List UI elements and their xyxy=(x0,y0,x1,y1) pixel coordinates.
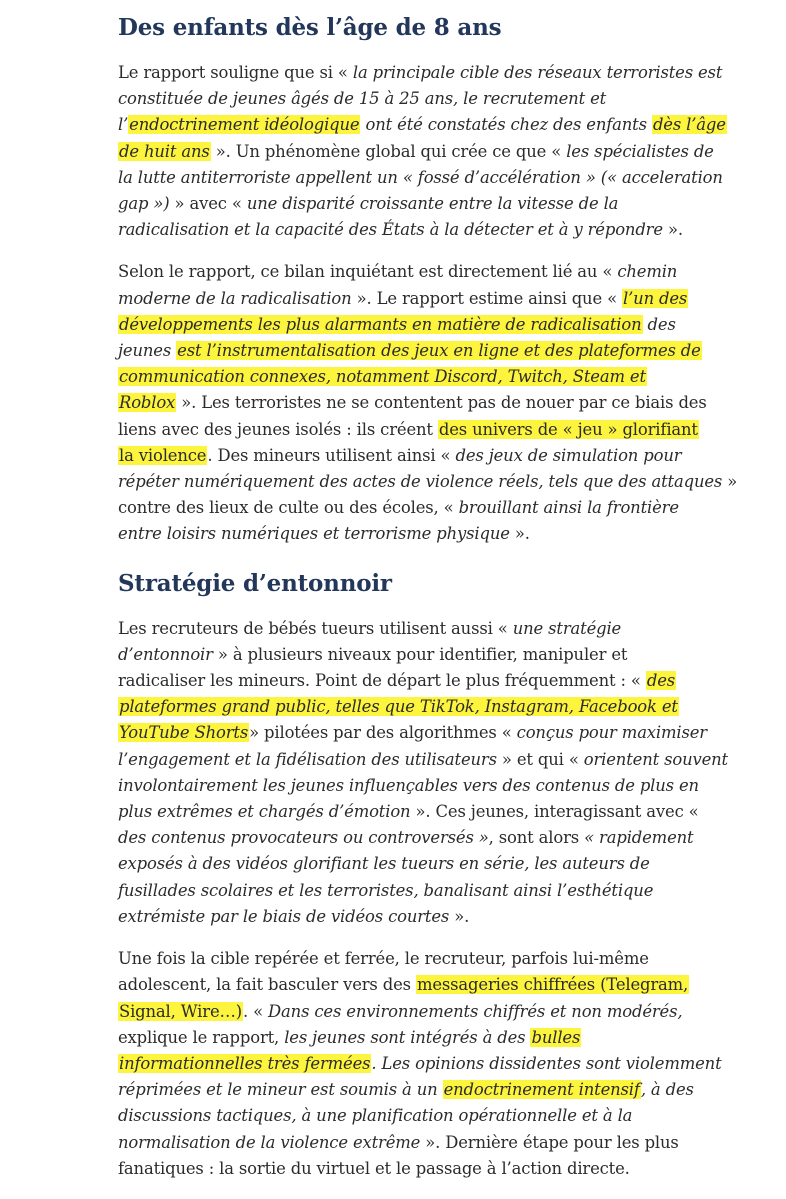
quote-segment: plus extrêmes et chargés d’émotion xyxy=(118,802,411,822)
text-segment: Les recruteurs de bébés tueurs utilisent aussi « xyxy=(118,618,513,638)
text-segment: ». Les terroristes ne se contentent pas de nouer par ce biais des xyxy=(176,393,707,413)
quote-segment: une stratégie xyxy=(512,618,622,638)
quote-segment: discussions tactiques, à une planification opérationnelle et à la xyxy=(118,1106,633,1126)
quote-segment: , à des xyxy=(640,1080,694,1100)
text-segment: ». xyxy=(509,524,530,544)
text-segment: . « xyxy=(242,1001,269,1021)
quote-segment: gap ») xyxy=(118,194,170,214)
highlight-text: Signal, Wire…) xyxy=(119,1001,242,1021)
quote-segment: Dans ces environnements chiffrés et non modérés, xyxy=(268,1001,683,1021)
section-heading-funnel: Stratégie d’entonnoir xyxy=(118,569,392,597)
quote-segment: involontairement les jeunes influençables vers des contenus de plus en xyxy=(118,775,699,795)
text-segment: liens avec des jeunes isolés : ils créent xyxy=(118,419,438,439)
highlight xyxy=(118,1002,243,1021)
section-heading-children: Des enfants dès l’âge de 8 ans xyxy=(118,14,502,41)
text-segment: Le rapport souligne que si « xyxy=(118,63,353,82)
highlight-text: endoctrinement idéologique xyxy=(129,115,360,135)
highlight xyxy=(646,671,676,690)
quote-segment: . Les opinions dissidentes sont violemment xyxy=(371,1053,722,1073)
text-segment: fanatiques : la sortie du virtuel et le passage à l’action directe. xyxy=(118,1158,630,1178)
text-segment: » et qui « xyxy=(496,749,584,769)
text-segment: » avec « xyxy=(169,194,247,214)
quote-segment: entre loisirs numériques et terrorisme physique xyxy=(118,524,510,544)
text-segment: Une fois la cible repérée et ferrée, le recruteur, parfois lui-même xyxy=(118,949,649,969)
quote-segment: les jeunes sont intégrés à des xyxy=(284,1027,531,1047)
quote-segment: la principale cible des réseaux terroristes est xyxy=(352,63,723,82)
highlight xyxy=(438,420,699,439)
paragraph-encrypted-messaging xyxy=(118,946,786,1182)
highlight-text: plateformes grand public, telles que TikTok, Instagram, Facebook et xyxy=(119,697,678,717)
quote-segment: conçus pour maximiser xyxy=(516,723,707,743)
quote-segment: exposés à des vidéos glorifiant les tueurs en série, les auteurs de xyxy=(118,854,650,874)
highlight-text: YouTube Shorts xyxy=(119,723,249,743)
highlight-text: endoctrinement intensif xyxy=(443,1080,640,1100)
highlight xyxy=(118,315,643,334)
highlight xyxy=(118,367,647,386)
paragraph-report-summary xyxy=(118,60,786,243)
highlight-text: communication connexes, notamment Discord, Twitch, Steam et xyxy=(119,367,646,387)
highlight-text: développements les plus alarmants en matière de radicalisation xyxy=(119,314,642,334)
text-segment: ». xyxy=(449,906,470,926)
highlight xyxy=(118,393,176,412)
quote-segment: orientent souvent xyxy=(583,749,728,769)
quote-segment: chemin xyxy=(617,262,678,282)
quote-segment: répéter numériquement des actes de violence réels, tels que des attaques xyxy=(118,472,723,492)
text-segment: radicaliser les mineurs. Point de départ le plus fréquemment : « xyxy=(118,671,646,691)
highlight xyxy=(118,1054,371,1073)
text-segment: » pilotées par des algorithmes « xyxy=(249,723,517,743)
highlight xyxy=(652,115,727,134)
text-segment: ». Ces jeunes, interagissant avec « xyxy=(410,802,699,822)
quote-segment: des xyxy=(642,314,676,334)
highlight-text: est l’instrumentalisation des jeux en ligne et des plateformes de xyxy=(177,341,701,361)
quote-segment: moderne de la radicalisation xyxy=(118,288,352,308)
highlight xyxy=(416,975,689,994)
highlight xyxy=(622,289,688,308)
highlight xyxy=(118,142,211,161)
text-segment: adolescent, la fait basculer vers des xyxy=(118,975,416,995)
highlight xyxy=(530,1028,581,1047)
quote-segment: fusillades scolaires et les terroristes, banalisant ainsi l’esthétique xyxy=(118,880,654,900)
text-segment: ». Le rapport estime ainsi que « xyxy=(351,288,623,308)
highlight-text: la violence xyxy=(119,445,207,465)
text-segment: Selon le rapport, ce bilan inquiétant est directement lié au « xyxy=(118,262,618,282)
quote-segment: réprimées et le mineur est soumis à un xyxy=(118,1080,443,1100)
highlight xyxy=(118,723,249,742)
quote-segment: normalisation de la violence extrême xyxy=(118,1132,421,1152)
quote-segment: brouillant ainsi la frontière xyxy=(458,498,679,518)
text-segment: » xyxy=(722,472,738,492)
text-segment: » à plusieurs niveaux pour identifier, manipuler et xyxy=(212,644,628,664)
highlight xyxy=(443,1080,641,1099)
quote-segment: radicalisation et la capacité des États à la détecter et à y répondre xyxy=(118,220,663,240)
quote-segment: ont été constatés chez des enfants xyxy=(360,115,652,135)
quote-segment: extrémiste par le biais de vidéos courtes xyxy=(118,906,450,926)
highlight-text: des univers de « jeu » glorifiant xyxy=(438,419,698,439)
text-segment: ». Un phénomène global qui crée ce que « xyxy=(210,141,567,161)
highlight-text: des xyxy=(646,671,676,691)
highlight-text: messageries chiffrées (Telegram, xyxy=(416,975,689,995)
quote-segment: jeunes xyxy=(118,341,177,361)
quote-segment: constituée de jeunes âgés de 15 à 25 ans, le recrutement et xyxy=(118,89,607,109)
quote-segment: les spécialistes de xyxy=(566,141,714,161)
quote-segment: l’engagement et la fidélisation des utilisateurs xyxy=(118,749,497,769)
highlight-text: bulles xyxy=(531,1027,581,1047)
highlight-text: informationnelles très fermées xyxy=(119,1053,371,1073)
quote-segment: des jeux de simulation pour xyxy=(455,445,682,465)
paragraph-funnel-strategy xyxy=(118,616,786,930)
text-segment: ». xyxy=(662,220,683,240)
paragraph-radicalisation-path xyxy=(118,259,786,547)
text-segment: contre des lieux de culte ou des écoles, « xyxy=(118,498,459,518)
highlight xyxy=(118,697,679,716)
highlight-text: Roblox xyxy=(119,393,176,413)
highlight-text: l’un des xyxy=(623,288,688,308)
text-segment: ». Dernière étape pour les plus xyxy=(420,1132,679,1152)
text-segment: explique le rapport, xyxy=(118,1027,285,1047)
text-segment: . Des mineurs utilisent ainsi « xyxy=(207,445,456,465)
highlight-text: de huit ans xyxy=(119,141,210,161)
quote-segment: la lutte antiterroriste appellent un « fossé d’accélération » (« acceleration xyxy=(118,167,723,187)
text-segment: , sont alors xyxy=(488,828,585,848)
highlight xyxy=(128,115,360,134)
quote-segment: des contenus provocateurs ou controversés » xyxy=(118,828,489,848)
quote-segment: d’entonnoir xyxy=(118,644,213,664)
highlight-text: dès l’âge xyxy=(652,115,726,135)
quote-segment: « rapidement xyxy=(584,828,694,848)
quote-segment: une disparité croissante entre la vitesse de la xyxy=(246,194,619,214)
highlight xyxy=(118,446,207,465)
highlight xyxy=(176,341,702,360)
quote-segment: l’ xyxy=(118,115,129,135)
